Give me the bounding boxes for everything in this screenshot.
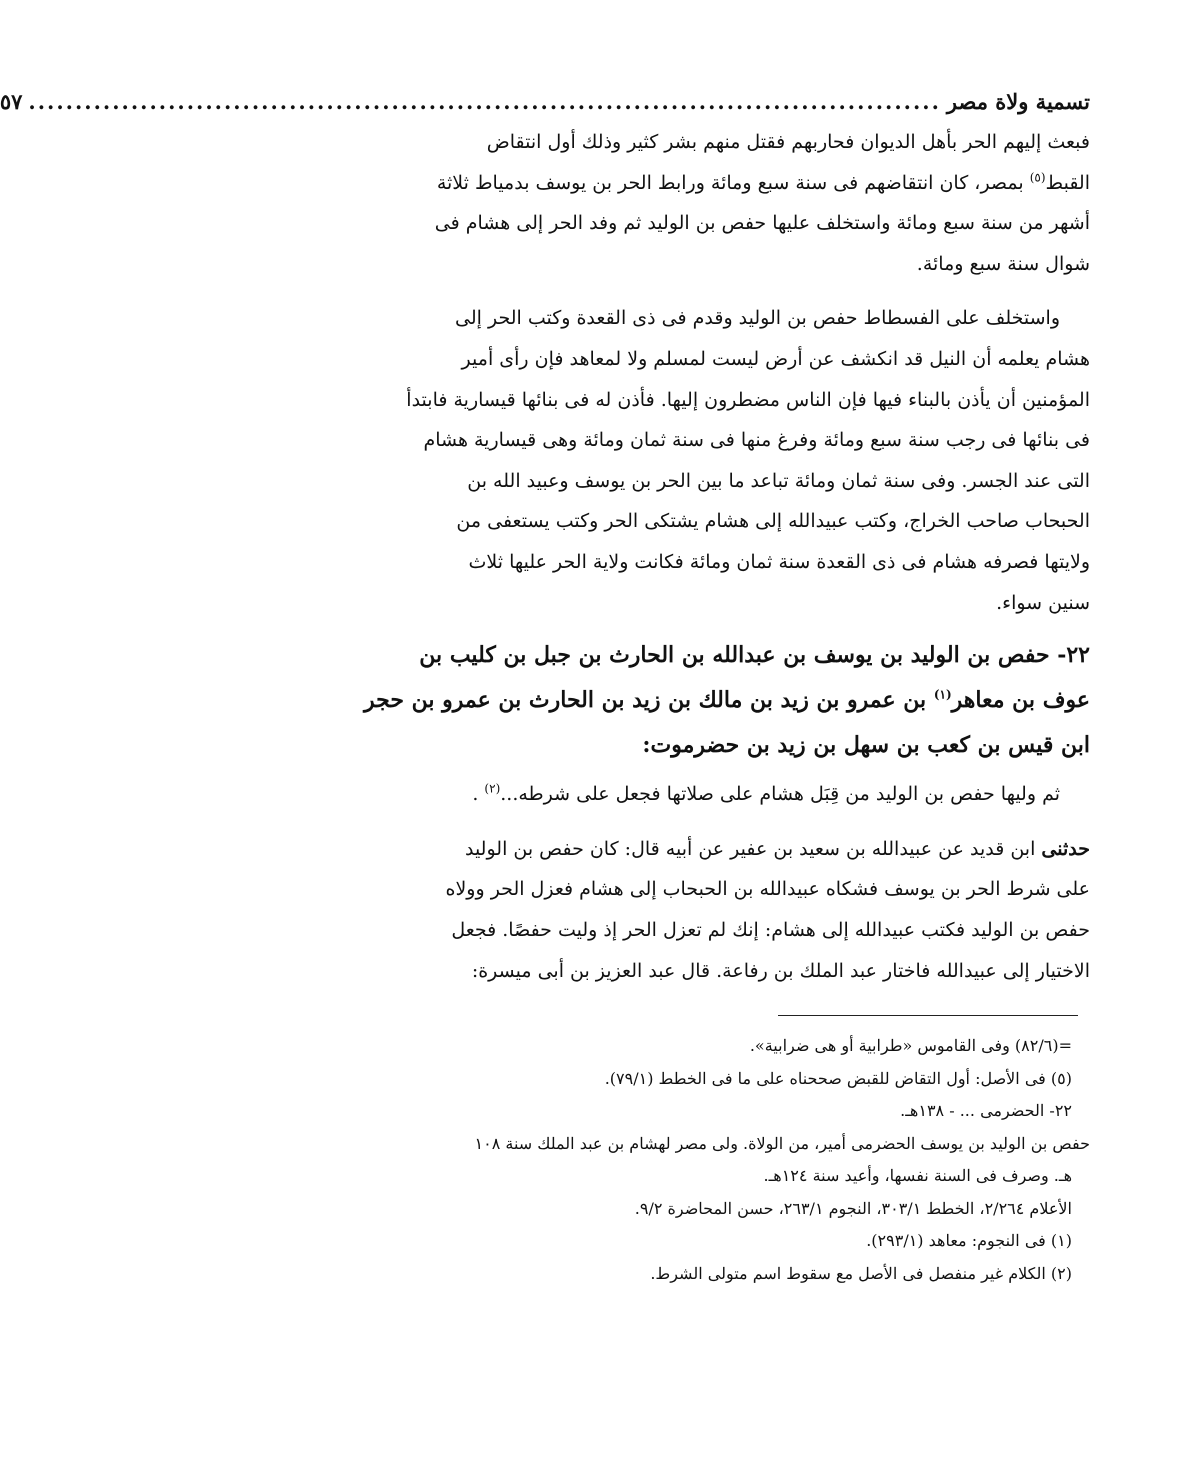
footnote-22-bio: حفص بن الوليد بن يوسف الحضرمى أمير، من الولاة. ولى مصر لهشام بن عبد الملك سنة ١٠٨ [474, 1133, 1090, 1153]
text-line: الاختيار إلى عبيدالله فاختار عبد الملك بن رفاعة. قال عبد العزيز بن أبى ميسرة: [471, 959, 1090, 982]
text-line: حفص بن الوليد فكتب عبيدالله إلى هشام: إنك لم تعزل الحر إذ وليت حفصًا. فجعل [451, 918, 1090, 941]
lead-word: حدثنى [1041, 837, 1090, 860]
text-line: واستخلف على الفسطاط حفص بن الوليد وقدم فى ذى القعدة وكتب الحر إلى [455, 307, 1060, 330]
book-page [0, 82, 1090, 1462]
text-line: التى عند الجسر. وفى سنة ثمان ومائة تباعد ما بين الحر بن يوسف وعبيد الله بن [467, 469, 1090, 492]
text-line: المؤمنين أن يأذن بالبناء فيها فإن الناس مضطرون إليها. فأذن له فى بنائها قيسارية فابتدأ [406, 388, 1090, 411]
footnote-separator [328, 991, 1090, 1030]
text-line [328, 829, 1090, 870]
footnote-22-refs: الأعلام ٢/٢٦٤، الخطط ٣٠٣/١، النجوم ٢٦٣/١، حسن المحاضرة ٩/٢. [634, 1198, 1072, 1218]
text-line: فبعث إليهم الحر بأهل الديوان فحاربهم فقتل منهم بشر كثير وذلك أول انتقاض [486, 131, 1090, 153]
footnote-22-bio-cont: هـ. وصرف فى السنة نفسها، وأعيد سنة ١٢٤هـ. [763, 1166, 1072, 1186]
text-line: على شرط الحر بن يوسف فشكاه عبيدالله بن الحبحاب إلى هشام فعزل الحر وولاه [445, 878, 1090, 901]
running-head-title: تسمية ولاة مصر [946, 89, 1090, 114]
section-heading [328, 633, 1090, 768]
text-line [328, 163, 1090, 204]
footnote-continuation: =(٨٢/٦) وفى القاموس «طرابية أو هى ضرابية». [749, 1036, 1072, 1056]
running-head [0, 82, 1090, 122]
footnote-2: (٢) الكلام غير منفصل فى الأصل مع سقوط اسم متولى الشرط. [650, 1263, 1072, 1283]
paragraph-3 [328, 774, 1090, 815]
text-line: الحبحاب صاحب الخراج، وكتب عبيدالله إلى هشام يشتكى الحر وكتب يستعفى من [456, 510, 1090, 533]
text-span: . [472, 783, 485, 806]
text-span: ابن قديد عن عبيدالله بن سعيد بن عفير عن أبيه قال: كان حفص بن الوليد [464, 837, 1042, 860]
footnote-1: (١) فى النجوم: معاهد (٢٩٣/١). [866, 1231, 1072, 1251]
running-head-dot-leader: .................................................................................................. [28, 89, 941, 114]
paragraph-4 [328, 829, 1090, 991]
text-line: شوال سنة سبع ومائة. [916, 252, 1090, 275]
footnote-ref-2: (٢) [484, 781, 501, 796]
footnotes [328, 1030, 1090, 1290]
text-span: القبط [1045, 171, 1090, 194]
paragraph-2 [328, 298, 1090, 623]
text-span: ثم وليها حفص بن الوليد من قِبَل هشام على صلاتها فجعل على شرطه... [500, 783, 1060, 806]
text-span: عوف بن معاهر [951, 687, 1090, 714]
paragraph-gap [328, 815, 1090, 829]
paragraph-gap [328, 284, 1090, 298]
heading-line: ابن قيس بن كعب بن سهل بن زيد بن حضرموت: [642, 732, 1090, 759]
footnote-5: (٥) فى الأصل: أول التقاض للقبض صححناه على ما فى الخطط (٧٩/١). [604, 1068, 1072, 1088]
text-line: فى بنائها فى رجب سنة سبع ومائة وفرغ منها فى سنة ثمان ومائة وهى قيسارية هشام [423, 429, 1090, 452]
paragraph-1 [328, 122, 1090, 284]
heading-line: ٢٢- حفص بن الوليد بن يوسف بن عبدالله بن الحارث بن جبل بن كليب بن [419, 642, 1090, 669]
text-line: أشهر من سنة سبع ومائة واستخلف عليها حفص بن الوليد ثم وفد الحر إلى هشام فى [434, 212, 1090, 235]
footnote-ref-5: (٥) [1029, 170, 1046, 185]
text-line: سنين سواء. [996, 591, 1090, 614]
heading-line [328, 678, 1090, 723]
text-span: بن عمرو بن زيد بن مالك بن زيد بن الحارث بن عمرو بن حجر [363, 687, 934, 714]
footnote-ref-1: (١) [933, 687, 952, 702]
text-line: ولايتها فصرفه هشام فى ذى القعدة سنة ثمان ومائة فكانت ولاية الحر عليها ثلاث [468, 550, 1090, 573]
page-number: ٥٧ [0, 89, 23, 114]
text-span: بمصر، كان انتقاضهم فى سنة سبع ومائة ورابط الحر بن يوسف بدمياط ثلاثة [436, 171, 1030, 194]
footnote-rule [778, 1015, 1078, 1016]
footnote-22-head: ٢٢- الحضرمى ... - ١٣٨هـ. [900, 1101, 1072, 1121]
text-line: هشام يعلمه أن النيل قد انكشف عن أرض ليست لمسلم ولا لمعاهد فإن رأى أمير [461, 347, 1090, 370]
